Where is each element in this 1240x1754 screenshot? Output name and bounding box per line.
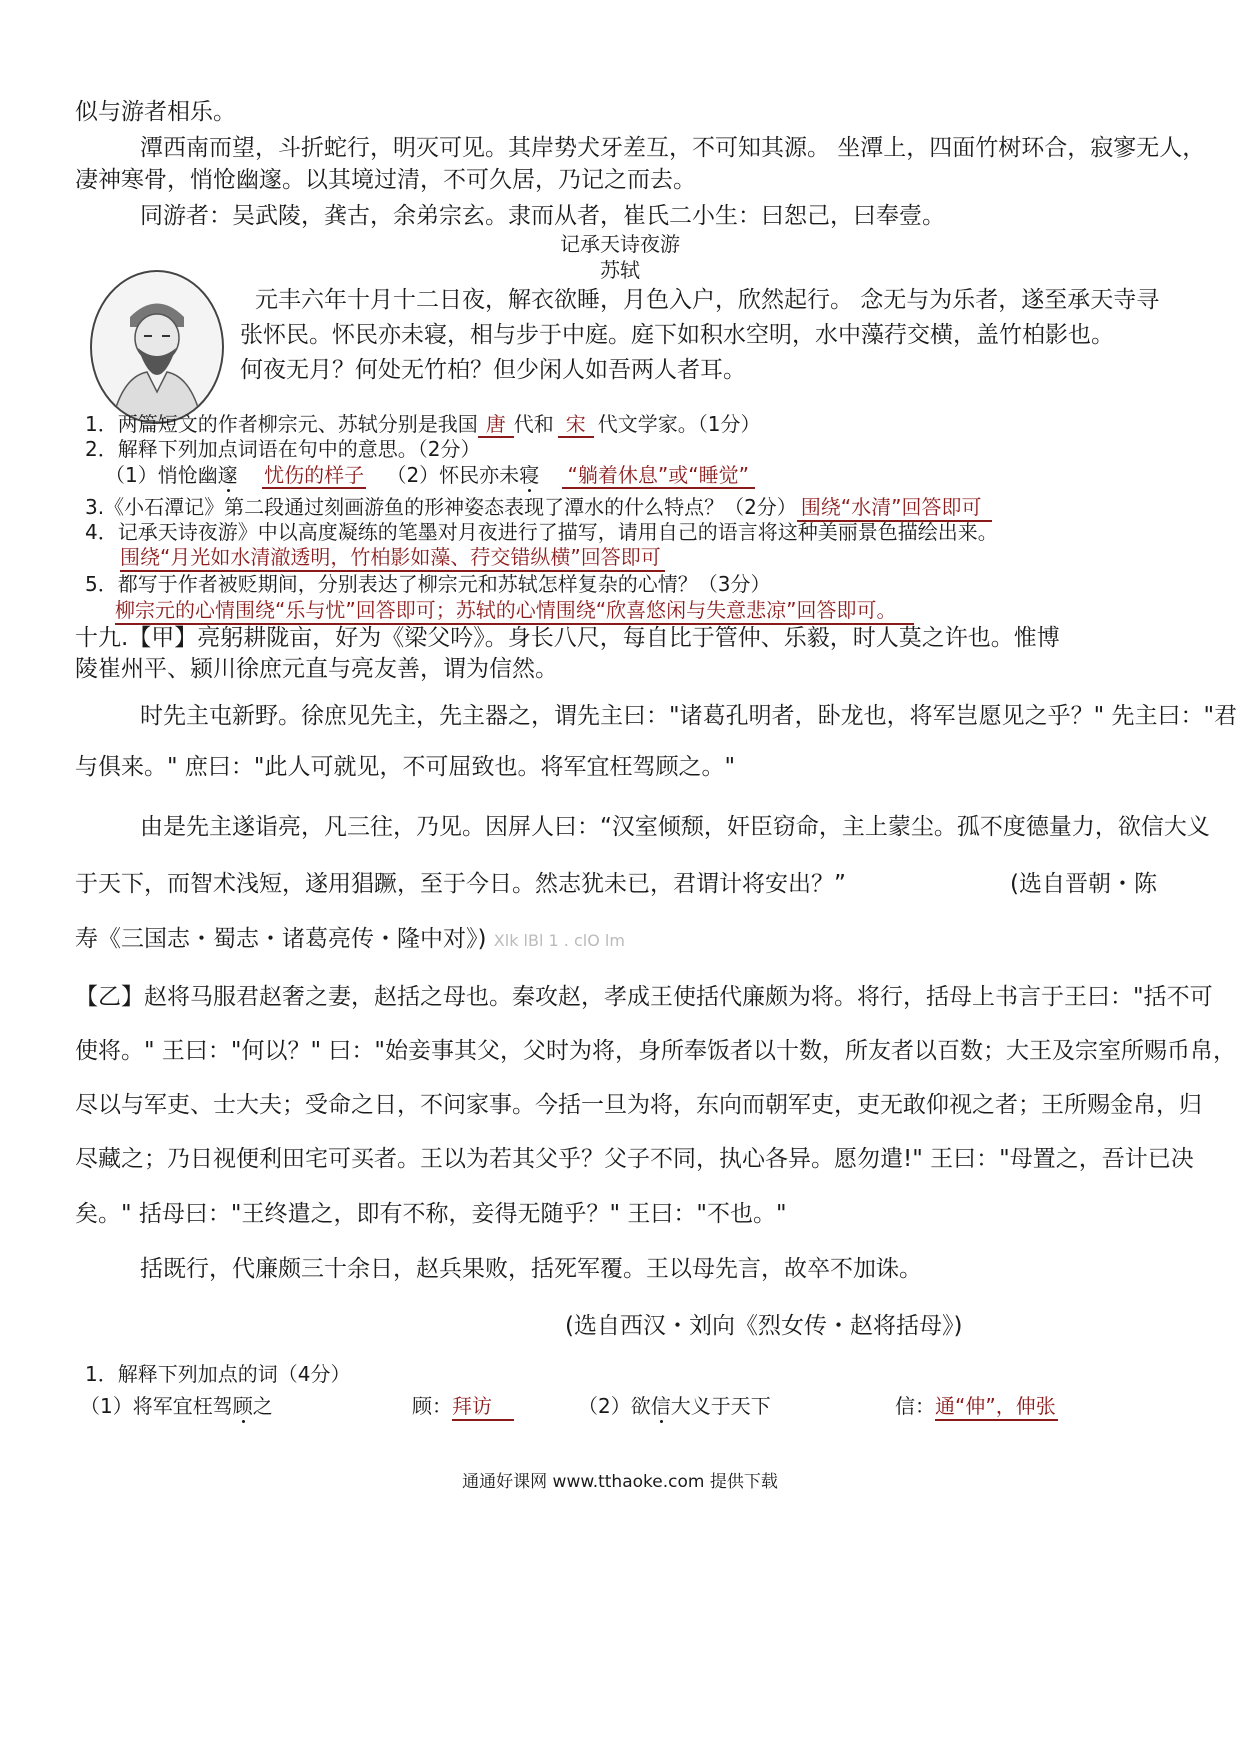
question-text: （2）怀民亦未 [386,463,520,487]
answer-tang: 唐 [478,412,514,438]
answer-label [895,1394,1058,1419]
passage1-line: 同游者：吴武陵，龚古，余弟宗玄。隶而从者，崔氏二小生：曰恕己，曰奉壹。 [140,203,945,229]
source-citation: 寿《三国志・蜀志・诸葛亮传・隆中对》) [75,926,487,952]
answer-text: 柳宗元的心情围绕“乐与忧”回答即可；苏轼的心情围绕“欣喜悠闲与失意悲凉”回答即可。 [115,598,914,625]
passage1-line: 似与游者相乐。 [75,99,236,125]
question-text: （1）将军宜枉驾 [80,1394,233,1418]
source-citation: (选自西汉・刘向《烈女传・赵将括母》) [565,1313,963,1339]
passage3-line: 时先主屯新野。徐庶见先主，先主器之，谓先主曰："诸葛孔明者，卧龙也，将军岂愿见之乎？" 先主曰："君 [140,703,1238,729]
question-5-answer [115,598,914,623]
question-2: 2．解释下列加点词语在句中的意思。（2分） [85,437,481,461]
passage3-line [75,925,625,954]
answer-text: 围绕“月光如水清澈透明，竹柏影如藻、荇交错纵横”回答即可 [120,545,665,572]
dotted-char: 邃 [217,463,238,487]
passage2-line: 何夜无月？何处无竹柏？但少闲人如吾两人者耳。 [240,357,746,383]
passage3-line: 于天下，而智术浅短，遂用猖蹶，至于今日。然志犹未已，君谓计将安出？” [75,871,846,897]
portrait-drawing-icon [92,272,222,422]
passage3-line: 尽藏之；乃日视便利田宅可买者。王以为若其父乎？父子不同，执心各异。愿勿遣!" 王曰："母置之，吾计已决 [75,1146,1194,1172]
question-text: 代文学家。（1分） [597,412,761,436]
passage3-line: 【乙】赵将马服君赵奢之妻，赵括之母也。秦攻赵，孝成王使括代廉颇为将。将行，括母上书言于王曰："括不可 [75,984,1213,1010]
passage3-line: 由是先主遂诣亮，凡三往，乃见。因屏人曰：“汉室倾颓，奸臣窃命，主上蒙尘。孤不度德量力，欲信大义 [140,814,1210,840]
question-2-1-item2 [578,1394,771,1419]
question-1 [85,412,760,437]
passage1-line: 潭西南而望，斗折蛇行，明灭可见。其岸势犬牙差互，不可知其源。 坐潭上，四面竹树环合，寂寥无人， [140,135,1206,161]
answer-text: 忧伤的样子 [264,463,365,487]
passage3-line: 括既行，代廉颇三十余日，赵兵果败，括死军覆。王以母先言，故卒不加诛。 [140,1256,922,1282]
question-text: 3.《小石潭记》第二段通过刻画游鱼的形神姿态表现了潭水的什么特点？（2分） [85,495,797,519]
answer-text: 拜访 [452,1394,514,1421]
label-text: 顾： [412,1394,452,1418]
question-5: 5．都写于作者被贬期间，分别表达了柳宗元和苏轼怎样复杂的心情？（3分） [85,572,771,596]
answer-label [412,1394,514,1419]
question-text: 1．两篇短文的作者柳宗元、苏轼分别是我国 [85,412,478,436]
question-text: 代和 [513,412,554,436]
passage2-title: 记承天诗夜游 [560,232,680,256]
su-shi-portrait-image [90,270,224,424]
passage3-line: 与俱来。" 庶曰："此人可就见，不可屈致也。将军宜枉驾顾之。" [75,754,736,780]
passage3-line: 陵崔州平、颍川徐庶元直与亮友善，谓为信然。 [75,656,558,682]
question-4-answer [120,545,665,570]
passage3-line: 尽以与军吏、士大夫；受命之日，不问家事。今括一旦为将，东向而朝军吏，吏无敢仰视之者；王所赐金帛，归 [75,1092,1202,1118]
page-footer: 通通好课网 www.tthaoke.com 提供下载 [462,1472,778,1492]
passage3-line: 十九.【甲】亮躬耕陇亩，好为《梁父吟》。身长八尺，每自比于管仲、乐毅，时人莫之许也。惟博 [75,625,1060,651]
question-text: （1）悄怆幽 [105,463,218,487]
passage1-line: 凄神寒骨，悄怆幽邃。以其境过清，不可久居，乃记之而去。 [75,167,696,193]
passage2-line: 张怀民。怀民亦未寝，相与步于中庭。庭下如积水空明，水中藻荇交横，盖竹柏影也。 [240,322,1114,348]
source-citation: (选自晋朝・陈 [1010,871,1157,897]
question-2-items [105,463,755,488]
question-2-1: 1．解释下列加点的词（4分） [85,1362,351,1386]
answer-text: 围绕“水清”回答即可 [797,495,992,522]
question-text: （2）欲 [578,1394,651,1418]
question-4: 4．记承天诗夜游》中以高度凝练的笔墨对月夜进行了描写，请用自己的语言将这种美丽景色描绘出来。 [85,520,998,544]
question-2-1-item1 [80,1394,273,1419]
question-text: 大义于天下 [670,1394,771,1418]
answer-text: 通“伸”，伸张 [935,1394,1058,1421]
label-text: 信： [895,1394,935,1418]
answer-song: 宋 [558,412,594,438]
passage3-line: 使将。" 王曰："何以？" 曰："始妾事其父，父时为将，身所奉饭者以十数，所友者以百数；大王及宗室所赐币帛， [75,1038,1236,1064]
passage3-line: 矣。" 括母曰："王终遣之，即有不称，妾得无随乎？" 王曰："不也。" [75,1201,787,1227]
faint-watermark-text: Xlk lBl 1 . clO lm [493,931,625,950]
passage2-author: 苏轼 [600,258,640,282]
dotted-char: 寝 [519,463,540,487]
passage2-line: 元丰六年十月十二日夜，解衣欲睡，月色入户，欣然起行。 念无与为乐者，遂至承天寺寻 [255,287,1160,313]
question-3 [85,495,992,520]
dotted-char: 信 [650,1394,671,1418]
answer-text: “躺着休息”或“睡觉” [562,463,755,489]
question-text: 之 [252,1394,273,1418]
dotted-char: 顾 [232,1394,253,1418]
